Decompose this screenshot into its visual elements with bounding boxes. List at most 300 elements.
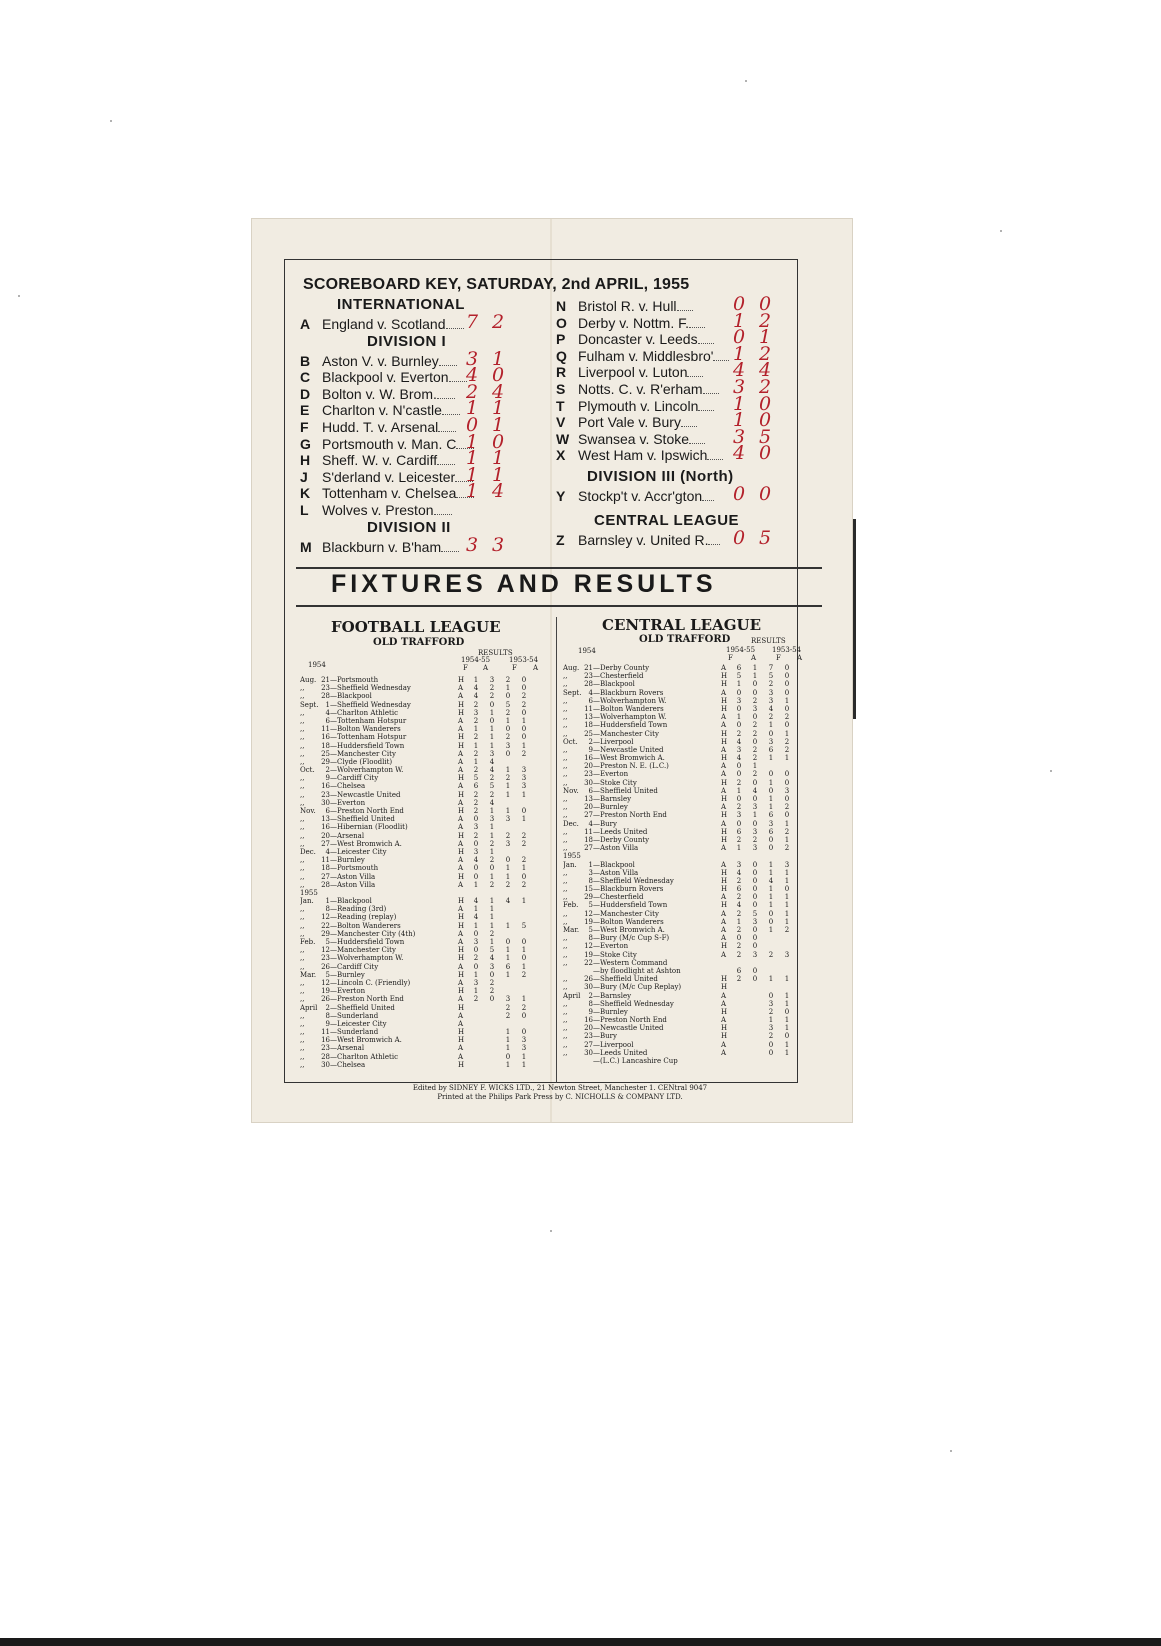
fixture-opponent: —Manchester City bbox=[330, 946, 396, 955]
result-f-1: 0 bbox=[736, 721, 742, 730]
fixture-venue: H bbox=[458, 831, 465, 840]
result-f-2 bbox=[500, 930, 516, 938]
fixture-venue: A bbox=[721, 917, 727, 926]
result-a-1: 1 bbox=[489, 921, 495, 930]
result-f-2: 0 bbox=[505, 1052, 511, 1061]
fixture-month: ,, bbox=[563, 950, 568, 959]
fixture-day: 1 bbox=[325, 897, 330, 906]
result-f-1: 1 bbox=[473, 880, 479, 889]
fixture-month: ,, bbox=[300, 839, 305, 848]
home-score: 1 bbox=[466, 480, 479, 503]
result-f-2: 1 bbox=[505, 921, 511, 930]
fixture-day: 23 bbox=[321, 1044, 330, 1053]
result-a-1 bbox=[484, 1004, 500, 1012]
football-f-label-2: F bbox=[512, 664, 517, 672]
fixture-venue: A bbox=[458, 692, 464, 701]
result-f-2: 0 bbox=[505, 938, 511, 946]
fixture-day: 1 bbox=[325, 700, 330, 709]
result-a-2: 5 bbox=[521, 921, 527, 930]
page-edge-shadow bbox=[853, 519, 856, 719]
result-a-1: 2 bbox=[489, 839, 495, 848]
fixture-month bbox=[563, 1057, 579, 1065]
fixture-opponent: —West Bromwich A. bbox=[330, 1036, 402, 1045]
section-heading: DIVISION II bbox=[367, 518, 451, 536]
fixture-venue: H bbox=[721, 942, 728, 951]
fixture-day: 9 bbox=[325, 774, 330, 783]
fixture-row bbox=[300, 692, 532, 700]
fixture-opponent: —Leicester City bbox=[330, 1019, 387, 1028]
fixture-key: W bbox=[556, 430, 570, 447]
result-f-1: 5 bbox=[736, 672, 742, 681]
result-a-2: 1 bbox=[521, 790, 527, 799]
result-f-2: 0 bbox=[768, 1048, 774, 1057]
result-a-2: 1 bbox=[521, 716, 527, 725]
result-f-1: 2 bbox=[736, 778, 742, 787]
fixture-month: ,, bbox=[300, 831, 305, 840]
result-a-1: 1 bbox=[489, 823, 495, 832]
scoreboard-row bbox=[300, 436, 474, 453]
result-f-2: 1 bbox=[768, 754, 774, 763]
fixture-day: 1 bbox=[588, 860, 593, 869]
result-a-2: 1 bbox=[784, 1040, 790, 1049]
fixture-venue: H bbox=[458, 847, 465, 856]
fixture-row bbox=[300, 701, 532, 709]
scoreboard-row bbox=[300, 369, 467, 386]
fixture-venue: H bbox=[458, 987, 465, 996]
fixture-month: ,, bbox=[563, 909, 568, 918]
result-a-2: 2 bbox=[784, 926, 790, 934]
fixture-row bbox=[563, 967, 795, 975]
fixture-row bbox=[300, 954, 532, 962]
fixture-venue: A bbox=[721, 926, 727, 934]
fixture-row bbox=[300, 922, 532, 930]
result-a-2 bbox=[516, 979, 532, 987]
result-a-2: 1 bbox=[784, 893, 790, 902]
result-f-1: 2 bbox=[473, 790, 479, 799]
result-f-1: 6 bbox=[736, 966, 742, 975]
fixture-day: 18 bbox=[584, 721, 593, 730]
fixture-row bbox=[563, 836, 795, 844]
dotted-leader bbox=[438, 421, 456, 432]
dotted-leader bbox=[681, 416, 697, 427]
fixture-month: ,, bbox=[563, 942, 568, 951]
fixture-month bbox=[563, 967, 579, 975]
result-a-2 bbox=[779, 934, 795, 942]
fixture-day: 5 bbox=[325, 938, 330, 946]
result-a-2: 0 bbox=[784, 664, 790, 672]
fixture-opponent: —Blackburn Rovers bbox=[593, 885, 664, 894]
fixture-month: ,, bbox=[300, 905, 305, 914]
fixture-month: ,, bbox=[563, 876, 568, 885]
result-a-1: 3 bbox=[489, 815, 495, 824]
result-a-1 bbox=[484, 1020, 500, 1028]
fixture-venue: A bbox=[721, 860, 727, 869]
fixture-row bbox=[563, 1041, 795, 1049]
result-a-1: 0 bbox=[752, 901, 758, 910]
result-f-1: 3 bbox=[473, 708, 479, 717]
fixture-day: 23 bbox=[321, 954, 330, 963]
fixture-row bbox=[563, 951, 795, 959]
fixture-row bbox=[563, 1024, 795, 1032]
result-f-2 bbox=[763, 1057, 779, 1065]
result-a-2 bbox=[779, 959, 795, 967]
result-f-1: 3 bbox=[736, 811, 742, 820]
fixture-day bbox=[579, 967, 593, 975]
result-f-2: 0 bbox=[768, 909, 774, 918]
away-score: 2 bbox=[759, 342, 772, 365]
result-f-1 bbox=[731, 1008, 747, 1016]
result-a-2 bbox=[779, 852, 795, 860]
football-season2: 1953-54 bbox=[509, 656, 539, 664]
fixture-venue: H bbox=[458, 708, 465, 717]
result-a-2 bbox=[516, 930, 532, 938]
result-f-1: 2 bbox=[736, 835, 742, 844]
fixture-venue: A bbox=[458, 856, 464, 865]
fixture-month: ,, bbox=[300, 1019, 305, 1028]
fixture-opponent: —Hibernian (Floodlit) bbox=[330, 823, 408, 832]
fixture-month: Sept. bbox=[300, 700, 319, 709]
fixture-opponent: —Tottenham Hotspur bbox=[330, 716, 407, 725]
result-f-2: 3 bbox=[505, 839, 511, 848]
result-f-2 bbox=[763, 852, 779, 860]
result-f-1: 4 bbox=[736, 737, 742, 746]
result-a-1: 5 bbox=[752, 909, 758, 918]
away-score: 1 bbox=[759, 326, 772, 349]
fixture-key: P bbox=[556, 331, 566, 348]
result-f-1 bbox=[468, 1036, 484, 1044]
result-a-2: 2 bbox=[521, 700, 527, 709]
fixture-opponent: —Huddersfield Town bbox=[593, 721, 668, 730]
result-f-1: 2 bbox=[736, 803, 742, 812]
result-f-1 bbox=[731, 1016, 747, 1024]
result-f-1: 0 bbox=[736, 688, 742, 697]
fixture-day: 27 bbox=[584, 1040, 593, 1049]
fixture-row bbox=[563, 893, 795, 901]
result-a-1 bbox=[484, 1053, 500, 1061]
fixture-opponent: —Clyde (Floodlit) bbox=[330, 757, 393, 766]
fixture-venue: H bbox=[458, 1003, 465, 1012]
fixture-opponent: —Preston North End bbox=[593, 1016, 667, 1025]
fixture-day: 18 bbox=[321, 864, 330, 873]
result-a-2: 1 bbox=[784, 754, 790, 763]
result-a-1: 2 bbox=[489, 880, 495, 889]
fixture-row bbox=[300, 856, 532, 864]
result-f-1: 1 bbox=[473, 921, 479, 930]
result-f-1: 2 bbox=[736, 950, 742, 959]
result-f-1 bbox=[468, 1061, 484, 1069]
result-f-1: 2 bbox=[736, 926, 742, 934]
dotted-leader bbox=[707, 449, 723, 460]
fixture-month: ,, bbox=[300, 749, 305, 758]
dotted-leader bbox=[434, 504, 452, 515]
fixture-opponent: —Reading (3rd) bbox=[330, 905, 387, 914]
result-a-2: 1 bbox=[521, 995, 527, 1004]
fixture-opponent: —Blackpool bbox=[330, 897, 372, 906]
fixture-month: ,, bbox=[300, 1028, 305, 1037]
result-a-1: 3 bbox=[752, 950, 758, 959]
result-f-1: 4 bbox=[736, 901, 742, 910]
fixture-name: Plymouth v. Lincoln bbox=[578, 397, 699, 414]
dotted-leader bbox=[449, 371, 467, 382]
fixture-venue: A bbox=[458, 938, 464, 946]
result-a-2: 2 bbox=[784, 737, 790, 746]
result-f-2: 4 bbox=[768, 704, 774, 713]
fixture-name: Stockp't v. Accr'gton bbox=[578, 488, 703, 504]
fixture-venue: A bbox=[721, 844, 727, 853]
fixture-row bbox=[300, 963, 532, 971]
result-f-1: 2 bbox=[473, 733, 479, 742]
fixture-row bbox=[563, 934, 795, 942]
fixture-row bbox=[300, 676, 532, 684]
fixture-venue: A bbox=[721, 1016, 727, 1025]
fixture-opponent: —Huddersfield Town bbox=[330, 938, 405, 946]
result-a-1: 1 bbox=[489, 897, 495, 906]
fixture-row bbox=[300, 848, 532, 856]
fixture-opponent: —Charlton Athletic bbox=[330, 708, 398, 717]
fixture-row bbox=[300, 979, 532, 987]
away-score: 1 bbox=[492, 397, 505, 420]
home-score: 7 bbox=[466, 311, 479, 333]
dotted-leader bbox=[703, 383, 719, 394]
result-a-1: 0 bbox=[752, 819, 758, 828]
fixture-day: 28 bbox=[584, 680, 593, 689]
fixture-venue: A bbox=[458, 782, 464, 791]
result-f-1: 3 bbox=[736, 696, 742, 705]
fixture-month: Mar. bbox=[300, 970, 317, 979]
central-season2: 1953-54 bbox=[772, 646, 802, 654]
speck bbox=[950, 1450, 952, 1452]
fixture-row bbox=[300, 1061, 532, 1069]
result-a-1: 0 bbox=[752, 876, 758, 885]
fixture-venue: H bbox=[721, 901, 728, 910]
central-year-label: 1954 bbox=[578, 647, 596, 655]
fixture-day: 11 bbox=[321, 725, 330, 734]
result-a-1: 2 bbox=[489, 774, 495, 783]
away-score: 4 bbox=[492, 380, 505, 403]
result-a-2: 0 bbox=[784, 1007, 790, 1016]
fixture-row bbox=[563, 689, 795, 697]
result-a-2: 1 bbox=[784, 917, 790, 926]
scoreboard-row bbox=[300, 316, 464, 333]
fixture-month: Aug. bbox=[563, 664, 580, 672]
result-f-1: 2 bbox=[473, 831, 479, 840]
fixture-row bbox=[563, 844, 795, 852]
fixture-month: ,, bbox=[300, 1044, 305, 1053]
fixture-row bbox=[300, 774, 532, 782]
result-a-2: 2 bbox=[784, 827, 790, 836]
fixture-opponent: —Blackpool bbox=[593, 680, 635, 689]
result-f-1: 2 bbox=[736, 975, 742, 984]
section-heading: DIVISION I bbox=[367, 332, 447, 350]
result-a-2 bbox=[516, 1020, 532, 1028]
fixture-row bbox=[300, 930, 532, 938]
result-a-2: 1 bbox=[784, 835, 790, 844]
result-f-2: 2 bbox=[505, 880, 511, 889]
away-score: 1 bbox=[492, 347, 505, 370]
footer-edited-by: Edited by SIDNEY F. WICKS LTD., 21 Newton Street, Manchester 1. CENtral 9047 bbox=[412, 1084, 708, 1092]
fixture-venue: H bbox=[721, 975, 728, 984]
scoreboard-row bbox=[300, 485, 474, 502]
fixture-row bbox=[300, 946, 532, 954]
fixture-name: Portsmouth v. Man. C bbox=[322, 435, 457, 452]
fixture-row bbox=[300, 1028, 532, 1036]
fixture-opponent: —Sheffield Wednesday bbox=[593, 876, 674, 885]
fixture-venue: A bbox=[721, 950, 727, 959]
result-f-1: 1 bbox=[473, 905, 479, 914]
result-a-2: 1 bbox=[784, 696, 790, 705]
result-a-1 bbox=[747, 1032, 763, 1040]
fixture-month: ,, bbox=[563, 803, 568, 812]
fixture-day: 15 bbox=[584, 885, 593, 894]
result-f-2: 1 bbox=[505, 954, 511, 963]
fixture-row bbox=[300, 987, 532, 995]
result-f-2: 2 bbox=[505, 831, 511, 840]
result-a-1: 0 bbox=[489, 716, 495, 725]
result-a-2: 1 bbox=[521, 1052, 527, 1061]
fixture-venue: A bbox=[458, 725, 464, 734]
fixture-key: H bbox=[300, 452, 311, 469]
fixture-month: ,, bbox=[563, 795, 568, 803]
result-f-2: 6 bbox=[768, 827, 774, 836]
fixture-month: 1955 bbox=[300, 888, 318, 897]
home-score: 0 bbox=[733, 527, 746, 549]
result-f-1: 1 bbox=[473, 970, 479, 979]
fixture-opponent: —Everton bbox=[330, 987, 366, 996]
result-f-2: 6 bbox=[768, 811, 774, 820]
dotted-leader bbox=[439, 355, 457, 366]
result-a-2: 1 bbox=[784, 868, 790, 877]
fixture-month: ,, bbox=[563, 704, 568, 713]
fixture-row bbox=[300, 1053, 532, 1061]
result-f-2: 0 bbox=[768, 917, 774, 926]
fixture-month: ,, bbox=[300, 774, 305, 783]
fixture-row bbox=[300, 1020, 532, 1028]
result-a-1 bbox=[747, 852, 763, 860]
home-score: 2 bbox=[466, 380, 479, 403]
fixture-opponent: —Lincoln C. (Friendly) bbox=[330, 978, 411, 987]
result-a-1: 1 bbox=[489, 807, 495, 815]
fixture-month: ,, bbox=[300, 708, 305, 717]
result-f-2 bbox=[500, 987, 516, 995]
away-score: 0 bbox=[492, 430, 505, 453]
result-f-1: 0 bbox=[473, 815, 479, 824]
fixture-name: Swansea v. Stoke bbox=[578, 430, 690, 447]
fixture-day: 12 bbox=[584, 909, 593, 918]
fixture-venue: A bbox=[458, 905, 464, 914]
fixture-opponent: —Derby County bbox=[593, 664, 650, 672]
result-a-2 bbox=[516, 848, 532, 856]
fixture-row bbox=[300, 881, 532, 889]
fixture-opponent: —Portsmouth bbox=[330, 864, 379, 873]
result-f-1: 0 bbox=[473, 962, 479, 971]
fixture-day: 2 bbox=[325, 1003, 330, 1012]
fixture-month: ,, bbox=[563, 975, 568, 984]
result-f-2: 2 bbox=[505, 1003, 511, 1012]
result-a-1: 0 bbox=[489, 864, 495, 873]
dotted-leader bbox=[687, 366, 703, 377]
fixture-key: F bbox=[300, 419, 309, 435]
fixture-row bbox=[563, 1049, 795, 1057]
result-f-1: 2 bbox=[473, 995, 479, 1004]
home-score: 0 bbox=[733, 326, 746, 349]
fixture-venue: H bbox=[458, 1036, 465, 1045]
fixture-day: 28 bbox=[321, 1052, 330, 1061]
away-score: 4 bbox=[759, 359, 772, 382]
fixture-month: ,, bbox=[563, 680, 568, 689]
fixture-day: 11 bbox=[321, 1028, 330, 1037]
result-a-1 bbox=[484, 1061, 500, 1069]
result-a-2: 3 bbox=[521, 1036, 527, 1045]
fixture-row bbox=[300, 938, 532, 946]
fixture-opponent: —Sheffield United bbox=[330, 815, 395, 824]
fixture-opponent: —Newcastle United bbox=[330, 790, 401, 799]
result-f-2: 2 bbox=[505, 708, 511, 717]
fixture-day: 20 bbox=[321, 831, 330, 840]
fixture-day: 12 bbox=[321, 913, 330, 922]
fixture-row bbox=[563, 746, 795, 754]
fixture-venue: H bbox=[721, 672, 728, 681]
fixture-month: ,, bbox=[300, 1011, 305, 1020]
central-a-label-2: A bbox=[797, 654, 803, 662]
scoreboard-row bbox=[300, 469, 473, 486]
fixture-row bbox=[300, 733, 532, 741]
result-f-1: 0 bbox=[736, 819, 742, 828]
column-divider bbox=[556, 617, 557, 1083]
result-f-1: 4 bbox=[736, 868, 742, 877]
home-score: 3 bbox=[466, 347, 479, 370]
fixture-name: Bolton v. W. Brom. bbox=[322, 385, 437, 402]
fixture-row bbox=[563, 1057, 795, 1065]
fixture-venue: A bbox=[721, 786, 727, 795]
fixture-venue: A bbox=[458, 1052, 464, 1061]
result-a-2: 1 bbox=[521, 897, 527, 906]
scoreboard-row bbox=[556, 488, 714, 505]
fixture-row bbox=[300, 1036, 532, 1044]
football-a-label-1: A bbox=[483, 664, 489, 672]
result-a-2: 1 bbox=[521, 946, 527, 955]
fixture-venue bbox=[721, 852, 731, 860]
result-a-1: 2 bbox=[489, 856, 495, 865]
fixture-venue: A bbox=[458, 823, 464, 832]
fixture-venue: A bbox=[458, 1044, 464, 1053]
result-a-2: 0 bbox=[521, 1028, 527, 1037]
result-f-1: 0 bbox=[736, 795, 742, 803]
result-f-2 bbox=[500, 979, 516, 987]
fixture-opponent: —Liverpool bbox=[593, 1040, 634, 1049]
result-a-2: 2 bbox=[784, 745, 790, 754]
fixtures-title: FIXTURES AND RESULTS bbox=[331, 570, 717, 598]
result-a-1: 4 bbox=[489, 766, 495, 775]
dotted-leader bbox=[442, 404, 460, 415]
fixture-venue: A bbox=[458, 815, 464, 824]
result-f-1: 6 bbox=[736, 664, 742, 672]
fixture-month: ,, bbox=[563, 1016, 568, 1025]
result-a-2: 1 bbox=[784, 1024, 790, 1033]
result-f-2: 3 bbox=[768, 819, 774, 828]
result-f-1 bbox=[731, 1000, 747, 1008]
fixture-venue: A bbox=[721, 893, 727, 902]
fixture-row bbox=[300, 905, 532, 913]
fixture-day: 19 bbox=[584, 917, 593, 926]
fixture-month: ,, bbox=[300, 954, 305, 963]
result-f-1: 5 bbox=[473, 774, 479, 783]
result-a-1: 3 bbox=[752, 704, 758, 713]
fixture-name: Sheff. W. v. Cardiff bbox=[322, 452, 438, 469]
fixture-row bbox=[300, 709, 532, 717]
fixture-month: ,, bbox=[300, 913, 305, 922]
fixture-row bbox=[300, 766, 532, 774]
result-f-2: 2 bbox=[768, 713, 774, 722]
